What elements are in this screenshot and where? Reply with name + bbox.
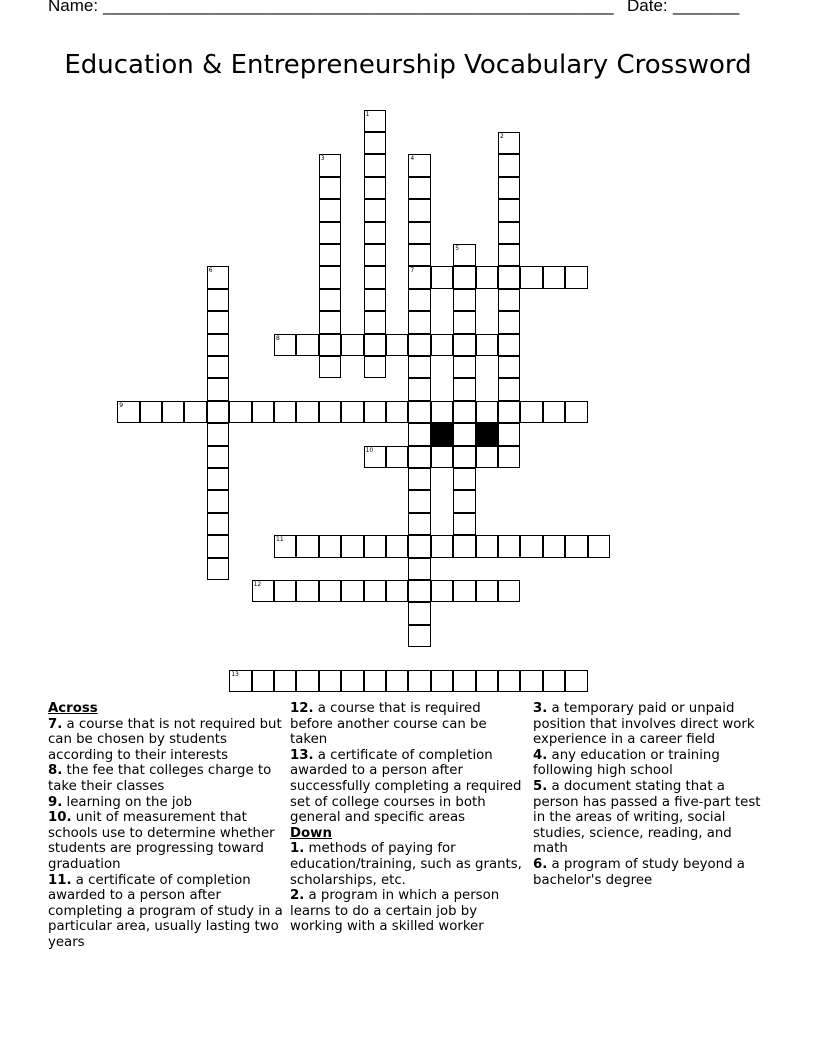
grid-cell[interactable] — [319, 580, 341, 602]
grid-cell[interactable] — [207, 356, 229, 378]
grid-cell[interactable] — [498, 311, 520, 333]
grid-cell[interactable] — [408, 625, 430, 647]
grid-cell[interactable] — [274, 580, 296, 602]
clue-label: 3. — [533, 701, 548, 716]
clue-label: 2. — [290, 888, 305, 904]
grid-cell[interactable] — [252, 401, 274, 423]
grid-cell[interactable] — [498, 199, 520, 221]
grid-cell[interactable] — [274, 670, 296, 692]
clue-column-3 — [533, 701, 768, 888]
grid-cell[interactable] — [364, 334, 386, 356]
grid-cell[interactable] — [453, 513, 475, 535]
grid-cell[interactable] — [476, 670, 498, 692]
grid-cell[interactable] — [408, 535, 430, 557]
grid-cell[interactable] — [140, 401, 162, 423]
grid-cell[interactable] — [207, 311, 229, 333]
clue-label: 11. — [48, 872, 72, 888]
grid-cell[interactable] — [543, 670, 565, 692]
clue-number: 9 — [119, 401, 124, 409]
grid-cell[interactable] — [453, 580, 475, 602]
grid-cell[interactable] — [386, 446, 408, 468]
clue-number: 12 — [253, 581, 262, 588]
grid-cell[interactable] — [207, 334, 229, 356]
grid-cell[interactable] — [476, 401, 498, 423]
grid-cell[interactable] — [296, 535, 318, 557]
clue-text: a course that is required before another course can be taken — [290, 701, 487, 748]
grid-cell[interactable] — [453, 334, 475, 356]
clue-number: 3 — [320, 155, 325, 163]
grid-cell[interactable] — [520, 670, 542, 692]
grid-cell[interactable] — [364, 356, 386, 378]
grid-cell[interactable] — [453, 468, 475, 490]
grid-cell[interactable] — [453, 244, 475, 266]
grid-cell[interactable] — [453, 356, 475, 378]
grid-cell[interactable] — [498, 289, 520, 311]
grid-cell[interactable] — [543, 401, 565, 423]
date-label: Date: — [627, 0, 673, 15]
grid-cell[interactable] — [408, 244, 430, 266]
grid-cell[interactable] — [408, 266, 430, 288]
grid-cell[interactable] — [229, 670, 251, 692]
grid-cell[interactable] — [408, 602, 430, 624]
clue-text: a certificate of completion awarded to a person after completing a program of study in a particular area, usually lasting two years — [48, 872, 283, 950]
date-line[interactable]: _______ — [673, 0, 740, 15]
clue-label: 4. — [533, 747, 548, 763]
grid-cell[interactable] — [565, 266, 587, 288]
grid-cell[interactable] — [498, 154, 520, 176]
grid-cell[interactable] — [565, 670, 587, 692]
grid-cell[interactable] — [386, 670, 408, 692]
grid-cell[interactable] — [408, 311, 430, 333]
grid-cell[interactable] — [364, 670, 386, 692]
grid-cell[interactable] — [408, 154, 430, 176]
clue-across — [48, 810, 283, 872]
grid-cell[interactable] — [386, 401, 408, 423]
grid-cell[interactable] — [543, 266, 565, 288]
grid-cell[interactable] — [498, 670, 520, 692]
grid-cell[interactable] — [274, 401, 296, 423]
grid-cell[interactable] — [319, 199, 341, 221]
grid-cell[interactable] — [319, 535, 341, 557]
grid-cell[interactable] — [296, 580, 318, 602]
grid-cell[interactable] — [408, 289, 430, 311]
clue-number: 1 — [365, 110, 370, 118]
grid-cell[interactable] — [476, 446, 498, 468]
grid-cell[interactable] — [341, 535, 363, 557]
grid-cell[interactable] — [431, 670, 453, 692]
grid-cell[interactable] — [408, 334, 430, 356]
grid-cell[interactable] — [476, 580, 498, 602]
clue-number: 8 — [276, 334, 280, 342]
grid-cell[interactable] — [364, 289, 386, 311]
grid-cell[interactable] — [453, 490, 475, 512]
clue-across — [48, 873, 283, 951]
grid-cell[interactable] — [364, 535, 386, 557]
grid-cell[interactable] — [588, 535, 610, 557]
grid-cell[interactable] — [408, 580, 430, 602]
clue-label: 9. — [48, 794, 63, 810]
grid-cell[interactable] — [476, 266, 498, 288]
clue-text: a program in which a person learns to do a certain job by working with a skilled worker — [290, 888, 500, 935]
grid-cell[interactable] — [408, 177, 430, 199]
black-cell — [431, 423, 453, 445]
grid-cell[interactable] — [207, 468, 229, 490]
clue-across — [48, 717, 283, 764]
grid-cell[interactable] — [319, 401, 341, 423]
grid-cell[interactable] — [453, 535, 475, 557]
grid-cell[interactable] — [408, 670, 430, 692]
grid-cell[interactable] — [520, 401, 542, 423]
grid-cell[interactable] — [565, 535, 587, 557]
clue-number: 6 — [208, 267, 213, 275]
grid-cell[interactable] — [431, 580, 453, 602]
grid-cell[interactable] — [498, 535, 520, 557]
clue-text: methods of paying for education/training, such as grants, scholarships, etc. — [290, 841, 522, 888]
grid-cell[interactable] — [431, 266, 453, 288]
clue-label: 7. — [48, 716, 63, 732]
grid-cell[interactable] — [408, 558, 430, 580]
grid-cell[interactable] — [319, 289, 341, 311]
grid-cell[interactable] — [386, 535, 408, 557]
grid-cell[interactable] — [319, 177, 341, 199]
grid-cell[interactable] — [274, 334, 296, 356]
grid-cell[interactable] — [408, 490, 430, 512]
grid-cell[interactable] — [207, 266, 229, 288]
grid-cell[interactable] — [408, 446, 430, 468]
clue-label: 12. — [290, 701, 314, 716]
grid-cell[interactable] — [319, 311, 341, 333]
grid-cell[interactable] — [408, 513, 430, 535]
grid-cell[interactable] — [296, 401, 318, 423]
grid-cell[interactable] — [453, 446, 475, 468]
grid-cell[interactable] — [252, 670, 274, 692]
clue-across — [48, 763, 283, 794]
grid-cell[interactable] — [296, 334, 318, 356]
grid-cell[interactable] — [364, 110, 386, 132]
grid-cell[interactable] — [431, 334, 453, 356]
grid-cell[interactable] — [207, 558, 229, 580]
grid-cell[interactable] — [408, 199, 430, 221]
grid-cell[interactable] — [498, 423, 520, 445]
grid-cell[interactable] — [498, 222, 520, 244]
grid-cell[interactable] — [408, 401, 430, 423]
across-heading: Across — [48, 701, 98, 716]
clue-number: 10 — [365, 446, 374, 454]
clue-text: the fee that colleges charge to take their classes — [48, 763, 272, 794]
grid-cell[interactable] — [476, 334, 498, 356]
grid-cell[interactable] — [565, 401, 587, 423]
clue-text: a course that is not required but can be chosen by students according to their interests — [48, 716, 282, 763]
grid-cell[interactable] — [364, 311, 386, 333]
grid-cell[interactable] — [498, 401, 520, 423]
grid-cell[interactable] — [364, 266, 386, 288]
grid-cell[interactable] — [207, 378, 229, 400]
grid-cell[interactable] — [341, 670, 363, 692]
clue-across — [48, 795, 283, 811]
clue-number: 11 — [276, 536, 284, 544]
grid-cell[interactable] — [207, 423, 229, 445]
grid-cell[interactable] — [364, 199, 386, 221]
grid-cell[interactable] — [498, 356, 520, 378]
grid-cell[interactable] — [364, 446, 386, 468]
clue-label: 13. — [290, 747, 314, 763]
grid-cell[interactable] — [364, 401, 386, 423]
grid-cell[interactable] — [341, 401, 363, 423]
clue-down — [533, 701, 768, 748]
grid-cell[interactable] — [498, 266, 520, 288]
grid-cell[interactable] — [476, 535, 498, 557]
grid-cell[interactable] — [319, 154, 341, 176]
grid-cell[interactable] — [207, 535, 229, 557]
grid-cell[interactable] — [364, 222, 386, 244]
grid-cell[interactable] — [431, 401, 453, 423]
clue-down — [533, 748, 768, 779]
clue-text: a temporary paid or unpaid position that involves direct work experience in a career field — [533, 701, 755, 748]
clue-across — [290, 701, 525, 748]
grid-cell[interactable] — [386, 334, 408, 356]
grid-cell[interactable] — [453, 266, 475, 288]
grid-cell[interactable] — [117, 401, 139, 423]
clue-text: a document stating that a person has passed a five-part test in the areas of writing, social studies, science, reading, and math — [533, 778, 761, 857]
clue-label: 8. — [48, 763, 63, 779]
clue-text: unit of measurement that schools use to determine whether students are progressing toward graduation — [48, 810, 275, 872]
grid-cell[interactable] — [453, 423, 475, 445]
name-label: Name: — [48, 0, 103, 15]
grid-cell[interactable] — [408, 468, 430, 490]
grid-cell[interactable] — [520, 266, 542, 288]
black-cell — [476, 423, 498, 445]
grid-cell[interactable] — [498, 334, 520, 356]
grid-cell[interactable] — [319, 244, 341, 266]
clue-down — [533, 857, 768, 888]
clue-text: any education or training following high school — [533, 747, 720, 779]
grid-cell[interactable] — [296, 670, 318, 692]
grid-cell[interactable] — [207, 401, 229, 423]
clue-label: 5. — [533, 778, 548, 794]
grid-cell[interactable] — [207, 289, 229, 311]
grid-cell[interactable] — [431, 535, 453, 557]
clue-text: a certificate of completion awarded to a person after successfully completing a required set of college courses in both general and specific areas — [290, 747, 522, 826]
clue-down — [290, 841, 525, 888]
grid-cell[interactable] — [319, 266, 341, 288]
grid-cell[interactable] — [386, 580, 408, 602]
name-line[interactable]: ______________________________________________________ — [103, 0, 614, 15]
grid-cell[interactable] — [408, 423, 430, 445]
grid-cell[interactable] — [364, 132, 386, 154]
grid-cell[interactable] — [408, 378, 430, 400]
grid-cell[interactable] — [162, 401, 184, 423]
grid-cell[interactable] — [453, 378, 475, 400]
grid-cell[interactable] — [408, 222, 430, 244]
grid-cell[interactable] — [207, 513, 229, 535]
clue-down — [533, 779, 768, 857]
grid-cell[interactable] — [543, 535, 565, 557]
down-heading: Down — [290, 825, 332, 841]
clue-number: 13 — [231, 670, 239, 678]
grid-cell[interactable] — [364, 154, 386, 176]
clue-column-1 — [48, 701, 283, 951]
grid-cell[interactable] — [207, 490, 229, 512]
grid-cell[interactable] — [520, 535, 542, 557]
grid-cell[interactable] — [319, 222, 341, 244]
grid-cell[interactable] — [274, 535, 296, 557]
clue-text: a program of study beyond a bachelor's degree — [533, 856, 745, 888]
grid-cell[interactable] — [498, 132, 520, 154]
grid-cell[interactable] — [453, 289, 475, 311]
grid-cell[interactable] — [453, 401, 475, 423]
grid-cell[interactable] — [364, 177, 386, 199]
clue-number: 7 — [410, 267, 415, 275]
grid-cell[interactable] — [498, 446, 520, 468]
grid-cell[interactable] — [498, 378, 520, 400]
grid-cell[interactable] — [184, 401, 206, 423]
clue-text: learning on the job — [66, 794, 193, 810]
page-title: Education & Entrepreneurship Vocabulary Crossword — [64, 50, 752, 80]
clue-label: 10. — [48, 810, 72, 826]
grid-cell[interactable] — [364, 580, 386, 602]
grid-cell[interactable] — [341, 580, 363, 602]
clue-label: 6. — [533, 856, 548, 872]
clue-down — [290, 888, 525, 935]
grid-cell[interactable] — [408, 356, 430, 378]
grid-cell[interactable] — [319, 356, 341, 378]
grid-cell[interactable] — [431, 446, 453, 468]
clue-number: 5 — [455, 245, 460, 252]
grid-cell[interactable] — [453, 311, 475, 333]
grid-cell[interactable] — [498, 177, 520, 199]
clue-across — [290, 748, 525, 826]
grid-cell[interactable] — [453, 670, 475, 692]
grid-cell[interactable] — [341, 334, 363, 356]
clue-number: 2 — [500, 133, 504, 140]
clue-number: 4 — [410, 155, 415, 163]
clue-column-2 — [290, 701, 525, 935]
grid-cell[interactable] — [319, 334, 341, 356]
grid-cell[interactable] — [229, 401, 251, 423]
grid-cell[interactable] — [364, 244, 386, 266]
grid-cell[interactable] — [252, 580, 274, 602]
grid-cell[interactable] — [498, 580, 520, 602]
grid-cell[interactable] — [319, 670, 341, 692]
grid-cell[interactable] — [498, 244, 520, 266]
clue-label: 1. — [290, 841, 305, 857]
grid-cell[interactable] — [207, 446, 229, 468]
